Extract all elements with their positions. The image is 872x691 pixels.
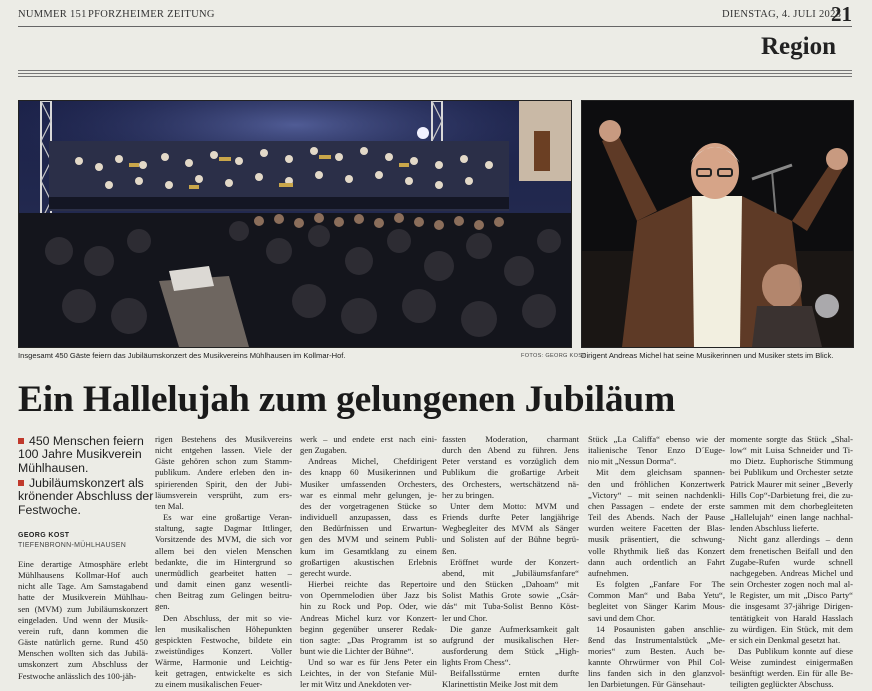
article-line: Wegbegleiter des MVM als Sänger <box>442 523 579 534</box>
article-line: tion sagte: „Das Programm ist so <box>300 634 437 645</box>
article-line: Leichtes, in der von Stefanie Mül- <box>300 668 437 679</box>
article-line: ßend das Instrumentalstück „Me- <box>588 634 725 645</box>
article-line: fassten Moderation, charmant <box>442 434 579 444</box>
article-line: Es war eine großartige Veran- <box>163 512 292 523</box>
article-line: staltung, sagte Dagmar Ittlinger, <box>155 523 292 534</box>
article-line: Andreas Michel, Chefdirigent <box>308 456 437 467</box>
article-line: keit getragen, entwickelte es sich <box>155 668 292 679</box>
article-line: teiligten geglückter Abschuss. <box>730 679 834 690</box>
article-line: ler mit Witz und Anekdoten ver- <box>300 679 412 690</box>
article-line: den Bedürfnissen und Erwartun- <box>300 523 437 534</box>
article-line: Gäste natürlich gerne. Rund 450 <box>18 637 148 648</box>
bullet-square-icon <box>18 438 24 444</box>
article-line: len musikalischen Höhepunkten <box>155 623 292 634</box>
summary-bullet-1: 450 Menschen feiern 100 Jahre Musikverein Mühlhausen. <box>18 434 144 475</box>
article-line: „Victory“ – mit seinen nachdenkli- <box>588 489 725 500</box>
article-line: sein Orchester zogen noch mal al- <box>730 579 853 590</box>
article-line: Beifallsstürme ernten durfte <box>450 668 579 679</box>
conductor-photo-illustration <box>582 101 853 347</box>
article-line: Publikum die großartige Arbeit <box>442 467 579 478</box>
article-line: des der vorgetragenen Stücke so <box>300 500 437 511</box>
article-line: Weise zumindest einigermaßen <box>730 657 853 668</box>
article-line: le Register, um mit „Disco Party“ <box>730 590 853 601</box>
article-line: „Hallelujah“ einen lange nachhal- <box>730 512 853 523</box>
article-line: Eine derartige Atmosphäre erlebt <box>18 559 148 569</box>
article-line: Teil des Abends. Nach der Pause <box>588 512 725 523</box>
article-line: Mit dem gleichsam spannen- <box>596 467 725 478</box>
article-line: Hills Cop“-Darbietung frei, die zu- <box>730 489 853 500</box>
article-line: Gäste gehören schon zum Stamm- <box>155 456 292 467</box>
article-line: Menschen wollten sich das Jubilä- <box>18 648 148 659</box>
article-line: Hierbei reichte das Repertoire <box>308 579 437 590</box>
article-line: Zugabe-Rufen wurde schnell <box>730 556 853 567</box>
article-line: besänftigt werden. Ein für alle Be- <box>730 668 853 679</box>
article-line: Solist Mathis Grote sowie „Csár- <box>442 590 579 601</box>
article-line: Eröffnet wurde der Konzert- <box>450 556 579 567</box>
article-line: ler und Chor. <box>442 612 488 623</box>
article-line: lenden Abschluss lieferte. <box>730 523 819 534</box>
article-line: begleitet von Sänger Karim Mous- <box>588 601 725 612</box>
article-line: dann auch ordentlich an Fahrt <box>588 556 725 567</box>
article-line: her zu bringen. <box>442 489 494 500</box>
article-line: gen des MVM und seinem Publi- <box>300 534 437 545</box>
article-line: volle Rhythmik ließ das Konzert <box>588 545 725 556</box>
article-line: abend, mit „Jubiläumsfanfare“ <box>442 567 579 578</box>
article-line: nio mit „Nessun Dorma“. <box>588 456 677 467</box>
article-line: Andreas Michel kurz vor Konzert- <box>300 612 437 623</box>
article-line: 14 Posaunisten gaben anschlie- <box>596 623 725 634</box>
article-line: läumsverein versprüht, zum ers- <box>155 489 292 500</box>
issue-number: NUMMER 151 <box>18 9 87 20</box>
header-rule <box>18 26 852 27</box>
article-line: durch den Abend zu führen. Jens <box>442 445 579 456</box>
article-line: Musiker umfassenden Orchesters, <box>300 478 437 489</box>
article-line: aufgrund der musikalischen Her- <box>442 634 579 645</box>
article-line: Festwoche anlässlich des 100-jäh- <box>18 670 137 681</box>
article-column-6 <box>730 434 853 691</box>
article-line: individuell anzupassen, dass es <box>300 512 437 523</box>
article-line: Den Abschluss, der mit so vie- <box>163 612 292 623</box>
article-line: er sich ein Denkmal gesetzt hat. <box>730 634 841 645</box>
article-line: Und so war es für Jens Peter ein <box>308 657 437 668</box>
article-line: nicht alle Tage. Am Samstagabend <box>18 581 148 592</box>
article-line: großartigen akustischen Erlebnis <box>300 556 437 567</box>
dateline-place: TIEFENBRONN-MÜHLHAUSEN <box>18 542 127 549</box>
article-line: ten Mal. <box>155 500 184 511</box>
summary-bullet-2: Jubiläumskonzert als krönender Abschluss der Festwoche. <box>18 476 154 517</box>
page-number: 21 <box>831 2 852 26</box>
article-line: Common Man“ und Baba Yetu“, <box>588 590 725 601</box>
article-line: Das Publikum konnte auf diese <box>738 645 853 656</box>
concert-photo-caption: Insgesamt 450 Gäste feiern das Jubiläumskonzert des Musikvereins Mühlhausen im Kollmar-Hof. <box>18 351 346 360</box>
article-line: gen Zugaben. <box>300 445 347 456</box>
article-line: spirierenden Spirit, den der Jubi- <box>155 478 292 489</box>
article-line: tentätigkeit von Harald Hasslach <box>730 612 853 623</box>
article-line: kum im Gesamtklang zu einem <box>300 545 437 556</box>
article-line: mo Dietz. Euphorische Stimmung <box>730 456 853 467</box>
article-line: werk – und endete erst nach eini- <box>300 434 437 444</box>
article-line: low“ mit Luisa Schneider und Ti- <box>730 445 853 456</box>
article-line: lights From Chess“. <box>442 657 511 668</box>
article-line: momente sorgte das Stück „Shal- <box>730 434 853 444</box>
article-line: dem frenetischen Beifall und den <box>730 545 853 556</box>
bullet-square-icon <box>18 480 24 486</box>
article-line: und damit einen ganz wesentli- <box>155 579 292 590</box>
article-line: die insgesamt 37-jährige Dirigen- <box>730 601 853 612</box>
article-line: Die ganze Aufmerksamkeit galt <box>450 623 579 634</box>
article-line: chen Beitrag zum Gelingen beitru- <box>155 590 292 601</box>
article-line: len Darbietungen. Für Gänsehaut- <box>588 679 706 690</box>
article-line: hin zu Rock und Pop. Oder, wie <box>300 601 437 612</box>
article-line: kannte Ohrwürmer von Phil Col- <box>588 657 725 668</box>
article-column-4 <box>442 434 579 691</box>
article-line: zweistündiges Konzert. Voller <box>155 645 292 656</box>
author-name: GEORG KOST <box>18 532 70 539</box>
article-line: eingeladen. Und wenn der Musik- <box>18 614 148 625</box>
article-line: und den Stücken „Dahoam“ mit <box>442 579 579 590</box>
article-line: nachgegeben. Andreas Michel und <box>730 567 853 578</box>
article-line: savi und dem Chor. <box>588 612 656 623</box>
article-line: rigen Bestehens des Musikvereins <box>155 434 292 444</box>
concert-photo-illustration <box>19 101 571 347</box>
article-line: Klarinettistin Meike Jost mit dem <box>442 679 558 690</box>
article-line: gerecht wurde. <box>300 567 352 578</box>
article-headline: Ein Hallelujah zum gelungenen Jubiläum <box>18 379 676 420</box>
issue-date: DIENSTAG, 4. JULI 2023 <box>722 9 842 20</box>
article-line: Wärme, Harmonie und Leichtig- <box>155 657 292 668</box>
article-line: sammen mit dem chorbegleiteten <box>730 500 853 511</box>
article-line: Es folgten „Fanfare For The <box>596 579 725 590</box>
article-line: verein ruft, dann kommen die <box>18 625 148 636</box>
article-line: mories“ zum Besten. Auch be- <box>588 645 725 656</box>
article-line: Unter dem Motto: MVM und <box>450 500 579 511</box>
article-line: bei Publikum und Orchester setzte <box>730 467 853 478</box>
article-line: von Opernmelodien über Jazz bis <box>300 590 437 601</box>
article-line: dás“ mit Tuba-Solist Benno Köst- <box>442 601 579 612</box>
article-line: des knapp 60 Musikerinnen und <box>300 467 437 478</box>
article-line: Stück „La Califfa“ ebenso wie der <box>588 434 725 444</box>
article-column-2 <box>155 434 292 691</box>
article-line: des Orchesters, wertschätzend nä- <box>442 478 579 489</box>
article-line: hatte der Musikverein Mühlhau- <box>18 592 148 603</box>
article-line: den und fröhlichen Konzertwerk <box>588 478 725 489</box>
article-line: unermüdlich gearbeitet hatten – <box>155 567 292 578</box>
article-line: publikum. Andere erleben den in- <box>155 467 292 478</box>
article-line: gen. <box>155 601 170 612</box>
article-column-1 <box>18 559 148 682</box>
concert-photo <box>18 100 572 348</box>
article-line: ausforderung dem Stück „High- <box>442 645 579 656</box>
article-line: aufnehmen. <box>588 567 629 578</box>
conductor-photo <box>581 100 854 348</box>
article-line: Mühlhausens Kollmar-Hof auch <box>18 570 148 581</box>
article-line: zu einem musikalischen Feuer- <box>155 679 263 690</box>
article-line: Friends durfte Peter langjährige <box>442 512 579 523</box>
article-column-5 <box>588 434 725 691</box>
article-line: Peter verstand es vorzüglich dem <box>442 456 579 467</box>
article-column-3 <box>300 434 437 691</box>
article-line: nicht entgehen lassen. Viele der <box>155 445 292 456</box>
article-line: wurden weitere Facetten der Blas- <box>588 523 725 534</box>
newspaper-name: PFORZHEIMER ZEITUNG <box>88 9 215 20</box>
section-title: Region <box>761 33 836 60</box>
article-line: beginn gegenüber unserer Redak- <box>300 623 437 634</box>
article-line: umskonzert zum Abschluss der <box>18 659 148 670</box>
conductor-photo-caption: Dirigent Andreas Michel hat seine Musikerinnen und Musiker stets im Blick. <box>581 351 834 360</box>
article-line: und Solisten auf der Bühne begrü- <box>442 534 579 545</box>
article-line: Nicht ganz allerdings – denn <box>738 534 853 545</box>
article-line: gespickten Festwoche, bildete ein <box>155 634 292 645</box>
article-line: Vorsitzende des MVM, die sich vor <box>155 534 292 545</box>
article-line: chen Passagen – endete der erste <box>588 500 725 511</box>
article-line: zu würdigen. Ein Stück, mit dem <box>730 623 853 634</box>
article-line: war es einmal mehr gelungen, je- <box>300 489 437 500</box>
article-line: allem bei den vielen Menschen <box>155 545 292 556</box>
article-line: ßen. <box>442 545 457 556</box>
article-line: bunt wie die Lichter der Bühne“. <box>300 645 414 656</box>
article-line: sen (MVM) zum Jubiläumskonzert <box>18 603 148 614</box>
article-line: musik präsentiert, die schwung- <box>588 534 725 545</box>
photo-credit: FOTOS: GEORG KOST <box>521 353 586 359</box>
article-line: lins fanden sich in den glanzvol- <box>588 668 725 679</box>
article-line: Patrick Maurer mit seiner „Beverly <box>730 478 853 489</box>
section-rule <box>18 70 852 77</box>
article-line: bedankte, die im Hintergrund so <box>155 556 292 567</box>
article-line: italienische Tenor Enzo D´Euge- <box>588 445 725 456</box>
